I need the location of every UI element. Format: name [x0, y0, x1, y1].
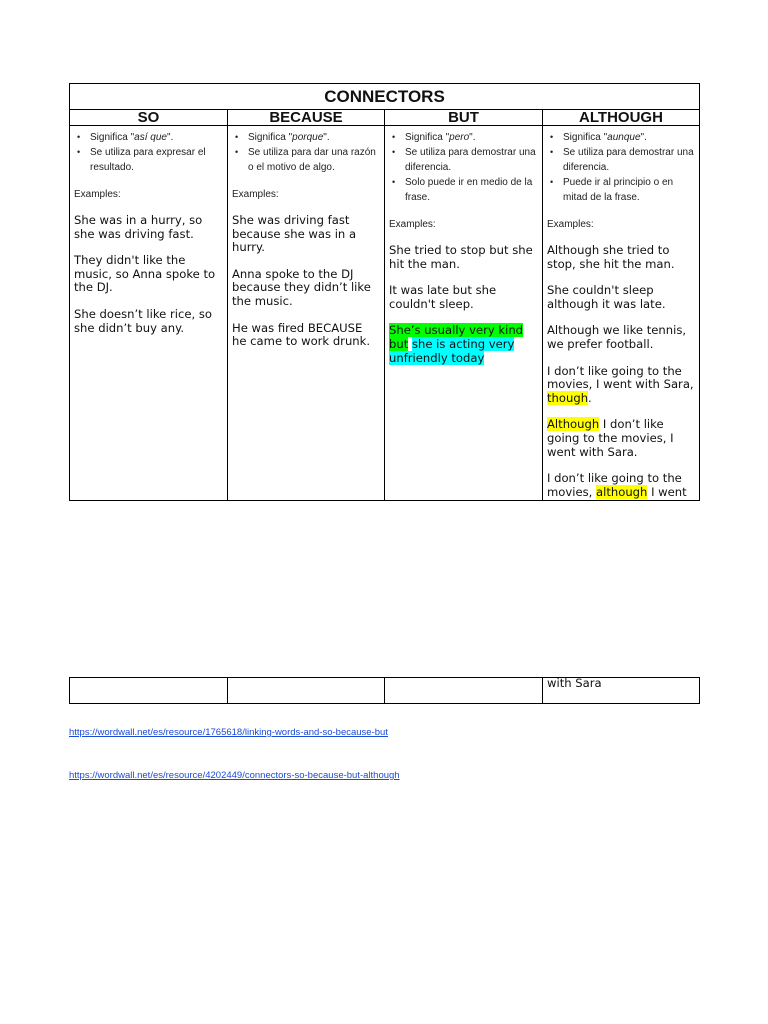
- example-text: She tried to stop but she hit the man.: [389, 243, 533, 271]
- note-item: • Se utiliza para demostrar una diferencia.: [563, 145, 695, 175]
- column-body-but: [385, 126, 542, 365]
- column-but: [385, 110, 543, 500]
- examples-label: Examples:: [547, 219, 594, 230]
- empty-cell: [385, 678, 543, 703]
- note-item: • Puede ir al principio o en mitad de la frase.: [563, 175, 695, 205]
- notes-list: [547, 130, 695, 205]
- note-item: • Significa "aunque".: [563, 130, 695, 145]
- example-text: Although she tried to stop, she hit the man.: [547, 243, 675, 271]
- examples-label: Examples:: [74, 189, 121, 200]
- highlight-yellow: Although: [547, 417, 600, 432]
- notes-list: [74, 130, 223, 175]
- notes-list: [389, 130, 538, 205]
- example-text: I don’t like going to the movies, although I went: [547, 471, 687, 499]
- continuation-columns: [70, 678, 699, 703]
- column-although: [543, 110, 699, 500]
- table-columns: [70, 110, 699, 500]
- example-text: She was in a hurry, so she was driving fast.: [74, 213, 203, 241]
- table-title: CONNECTORS: [70, 84, 699, 110]
- column-header-because: BECAUSE: [228, 110, 384, 126]
- examples-label: Examples:: [389, 219, 436, 230]
- example-text: They didn't like the music, so Anna spoke to the DJ.: [74, 253, 216, 295]
- wordwall-link-1[interactable]: https://wordwall.net/es/resource/1765618/linking-words-and-so-because-but: [69, 727, 388, 738]
- wordwall-link-2[interactable]: https://wordwall.net/es/resource/4202449/connectors-so-because-but-although: [69, 770, 400, 781]
- connectors-table: [69, 83, 700, 501]
- note-item: • Se utiliza para dar una razón o el motivo de algo.: [248, 145, 380, 175]
- highlighted-example: [389, 324, 538, 365]
- example-text: He was fired BECAUSE he came to work drunk.: [232, 320, 371, 349]
- highlight-yellow: though: [547, 390, 589, 405]
- example-text: It was late but she couldn't sleep.: [389, 283, 497, 311]
- example-text: She couldn't sleep although it was late.: [547, 283, 666, 311]
- column-header-so: SO: [70, 110, 227, 126]
- empty-cell: [228, 678, 385, 703]
- note-item: • Solo puede ir en medio de la frase.: [405, 175, 538, 205]
- example-text: She doesn’t like rice, so she didn’t buy any.: [74, 306, 212, 335]
- highlight-green: She’s usually very kind but: [389, 323, 524, 351]
- example-text: Although we like tennis, we prefer football.: [547, 323, 687, 351]
- highlight-cyan: she is acting very unfriendly today: [389, 336, 515, 365]
- example-text: She was driving fast because she was in a hurry.: [232, 213, 357, 255]
- column-body-because: [228, 126, 384, 349]
- column-body-although: [543, 126, 699, 499]
- examples-label: Examples:: [232, 189, 279, 200]
- table-continuation: [69, 677, 700, 704]
- example-text: Anna spoke to the DJ because they didn’t like the music.: [232, 266, 371, 308]
- note-item: • Se utiliza para expresar el resultado.: [90, 145, 223, 175]
- highlight-yellow: although: [596, 484, 648, 499]
- note-item: • Significa "así que".: [90, 130, 223, 145]
- note-item: • Significa "pero".: [405, 130, 538, 145]
- column-body-so: [70, 126, 227, 335]
- column-because: [228, 110, 385, 500]
- empty-cell: [70, 678, 228, 703]
- column-so: [70, 110, 228, 500]
- example-text: Although I don’t like going to the movies, I went with Sara.: [547, 417, 674, 459]
- continuation-text: with Sara: [547, 678, 602, 690]
- column-header-although: ALTHOUGH: [543, 110, 699, 126]
- note-item: • Significa "porque".: [248, 130, 380, 145]
- continuation-cell: [543, 678, 699, 703]
- column-header-but: BUT: [385, 110, 542, 126]
- notes-list: [232, 130, 380, 175]
- note-item: • Se utiliza para demostrar una diferencia.: [405, 145, 538, 175]
- example-text: I don’t like going to the movies, I went with Sara, though.: [547, 363, 694, 405]
